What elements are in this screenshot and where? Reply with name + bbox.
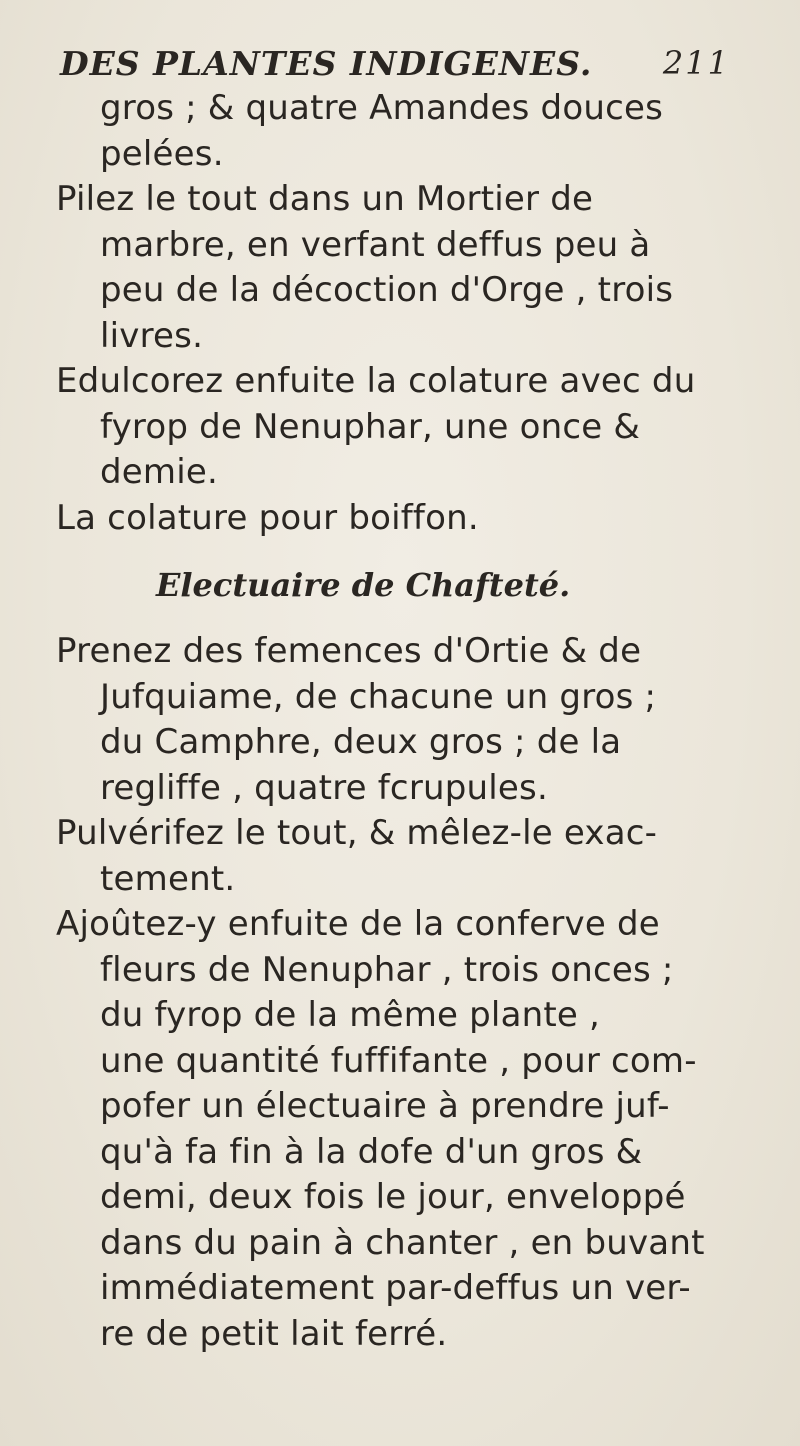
text-line: pelées. (100, 133, 224, 174)
text-line: Ajoûtez-y enfuite de la conferve de (56, 904, 660, 944)
text-line: immédiatement par-deffus un ver- (100, 1268, 691, 1308)
text-line: Pulvérifez le tout, & mêlez-le exac- (56, 813, 658, 853)
section-heading: Electuaire de Chafteté. (156, 566, 571, 604)
text-line: Pilez le tout dans un Mortier de (56, 179, 594, 219)
text-line: tement. (100, 858, 236, 899)
text-line: demi, deux fois le jour, enveloppé (100, 1177, 686, 1217)
text-line: Prenez des femences d'Ortie & de (56, 631, 642, 671)
text-body (56, 86, 746, 1357)
text-line: peu de la décoction d'Orge , trois (100, 270, 674, 310)
running-head (60, 40, 740, 90)
text-line: regliffe , quatre fcrupules. (100, 767, 548, 808)
text-line: Edulcorez enfuite la colature avec du (56, 361, 696, 401)
text-line: gros ; & quatre Amandes douces (100, 88, 664, 128)
text-line: du Camphre, deux gros ; de la (100, 722, 622, 762)
text-line: La colature pour boiffon. (56, 497, 479, 538)
text-line: pofer un électuaire à prendre juf- (100, 1086, 670, 1126)
text-line: fyrop de Nenuphar, une once & (100, 406, 641, 447)
text-line: re de petit lait ferré. (100, 1313, 448, 1354)
text-line: qu'à fa fin à la dofe d'un gros & (100, 1131, 643, 1172)
text-line: Jufquiame, de chacune un gros ; (100, 676, 657, 717)
text-line: du fyrop de la même plante , (100, 995, 601, 1035)
text-line: fleurs de Nenuphar , trois onces ; (100, 949, 674, 990)
text-line: marbre, en verfant deffus peu à (100, 224, 651, 265)
text-line: dans du pain à chanter , en buvant (100, 1222, 705, 1263)
text-line: une quantité fuffifante , pour com- (100, 1040, 697, 1081)
running-title: DES PLANTES INDIGENES. (60, 44, 593, 83)
text-line: demie. (100, 452, 218, 492)
page-number: 211 (662, 44, 730, 82)
text-line: livres. (100, 315, 204, 356)
